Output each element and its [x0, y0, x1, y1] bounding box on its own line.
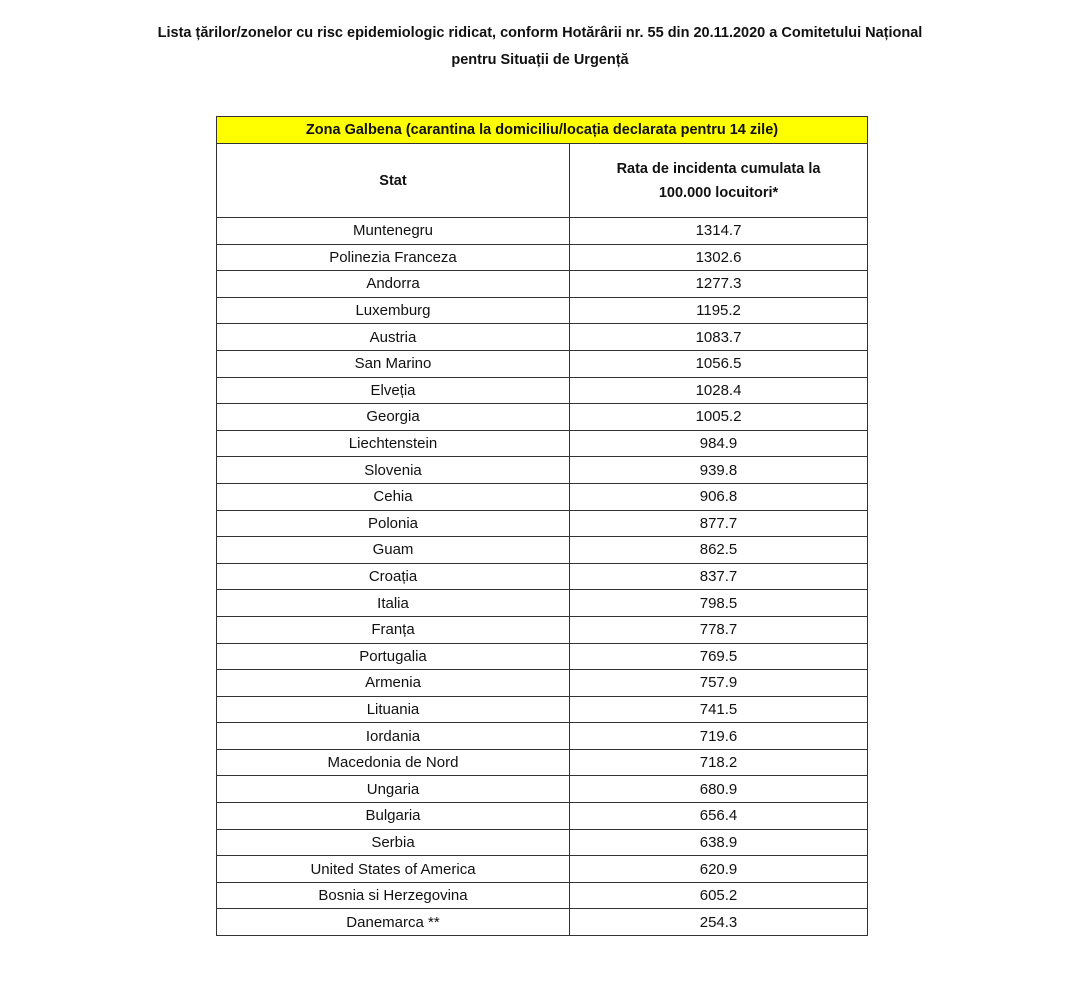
cell-stat: Polonia	[217, 510, 570, 537]
table-row	[217, 803, 868, 830]
table-row	[217, 510, 868, 537]
cell-stat: Ungaria	[217, 776, 570, 803]
table-row	[217, 563, 868, 590]
cell-stat: Portugalia	[217, 643, 570, 670]
zone-label: Zona Galbena (carantina la domiciliu/locația declarata pentru 14 zile)	[217, 117, 868, 144]
table-row	[217, 909, 868, 936]
cell-stat: Danemarca **	[217, 909, 570, 936]
table-row	[217, 616, 868, 643]
table-row	[217, 537, 868, 564]
cell-stat: United States of America	[217, 856, 570, 883]
cell-rate: 741.5	[570, 696, 868, 723]
table-row	[217, 643, 868, 670]
cell-stat: San Marino	[217, 350, 570, 377]
table-row	[217, 271, 868, 298]
cell-stat: Slovenia	[217, 457, 570, 484]
table-row	[217, 696, 868, 723]
cell-rate: 656.4	[570, 803, 868, 830]
title-line-1: Lista țărilor/zonelor cu risc epidemiologic ridicat, conform Hotărârii nr. 55 din 20.11.2020 a Comitetului Național	[157, 25, 923, 41]
cell-stat: Croația	[217, 563, 570, 590]
cell-stat: Guam	[217, 537, 570, 564]
cell-stat: Georgia	[217, 404, 570, 431]
cell-rate: 939.8	[570, 457, 868, 484]
cell-rate: 862.5	[570, 537, 868, 564]
cell-rate: 605.2	[570, 882, 868, 909]
cell-rate: 638.9	[570, 829, 868, 856]
cell-rate: 1028.4	[570, 377, 868, 404]
table-row	[217, 670, 868, 697]
table-row	[217, 324, 868, 351]
table-row	[217, 776, 868, 803]
risk-countries-table	[216, 116, 868, 936]
table-row	[217, 856, 868, 883]
cell-stat: Austria	[217, 324, 570, 351]
cell-stat: Cehia	[217, 483, 570, 510]
column-header-row	[217, 144, 868, 218]
cell-rate: 680.9	[570, 776, 868, 803]
table-row	[217, 430, 868, 457]
cell-rate: 757.9	[570, 670, 868, 697]
cell-stat: Liechtenstein	[217, 430, 570, 457]
table-row	[217, 377, 868, 404]
cell-rate: 719.6	[570, 723, 868, 750]
table-row	[217, 244, 868, 271]
cell-stat: Elveția	[217, 377, 570, 404]
table-row	[217, 404, 868, 431]
column-header-rate-line-2: 100.000 locuitori*	[658, 184, 779, 201]
table-row	[217, 218, 868, 245]
cell-stat: Serbia	[217, 829, 570, 856]
cell-rate: 620.9	[570, 856, 868, 883]
table-row	[217, 723, 868, 750]
cell-stat: Franța	[217, 616, 570, 643]
cell-rate: 1083.7	[570, 324, 868, 351]
zone-header-row	[217, 117, 868, 144]
cell-rate: 1056.5	[570, 350, 868, 377]
cell-rate: 877.7	[570, 510, 868, 537]
cell-stat: Macedonia de Nord	[217, 749, 570, 776]
table-row	[217, 297, 868, 324]
cell-rate: 718.2	[570, 749, 868, 776]
table-row	[217, 590, 868, 617]
column-header-rate	[570, 144, 868, 218]
title-line-2: pentru Situații de Urgență	[451, 52, 629, 68]
cell-stat: Iordania	[217, 723, 570, 750]
cell-stat: Italia	[217, 590, 570, 617]
cell-rate: 798.5	[570, 590, 868, 617]
cell-stat: Luxemburg	[217, 297, 570, 324]
cell-stat: Lituania	[217, 696, 570, 723]
cell-rate: 1277.3	[570, 271, 868, 298]
cell-rate: 837.7	[570, 563, 868, 590]
cell-stat: Polinezia Franceza	[217, 244, 570, 271]
cell-stat: Muntenegru	[217, 218, 570, 245]
column-header-stat: Stat	[217, 144, 570, 218]
cell-rate: 1302.6	[570, 244, 868, 271]
cell-stat: Bosnia si Herzegovina	[217, 882, 570, 909]
table-row	[217, 882, 868, 909]
table-row	[217, 829, 868, 856]
cell-rate: 1005.2	[570, 404, 868, 431]
document-title	[0, 20, 1080, 74]
cell-stat: Bulgaria	[217, 803, 570, 830]
cell-rate: 906.8	[570, 483, 868, 510]
table-row	[217, 749, 868, 776]
table-row	[217, 483, 868, 510]
column-header-rate-line-1: Rata de incidenta cumulata la	[616, 160, 821, 177]
cell-stat: Armenia	[217, 670, 570, 697]
table-body	[217, 218, 868, 936]
cell-rate: 1195.2	[570, 297, 868, 324]
cell-rate: 1314.7	[570, 218, 868, 245]
table-row	[217, 457, 868, 484]
cell-rate: 254.3	[570, 909, 868, 936]
cell-rate: 769.5	[570, 643, 868, 670]
table-row	[217, 350, 868, 377]
cell-rate: 778.7	[570, 616, 868, 643]
cell-rate: 984.9	[570, 430, 868, 457]
cell-stat: Andorra	[217, 271, 570, 298]
